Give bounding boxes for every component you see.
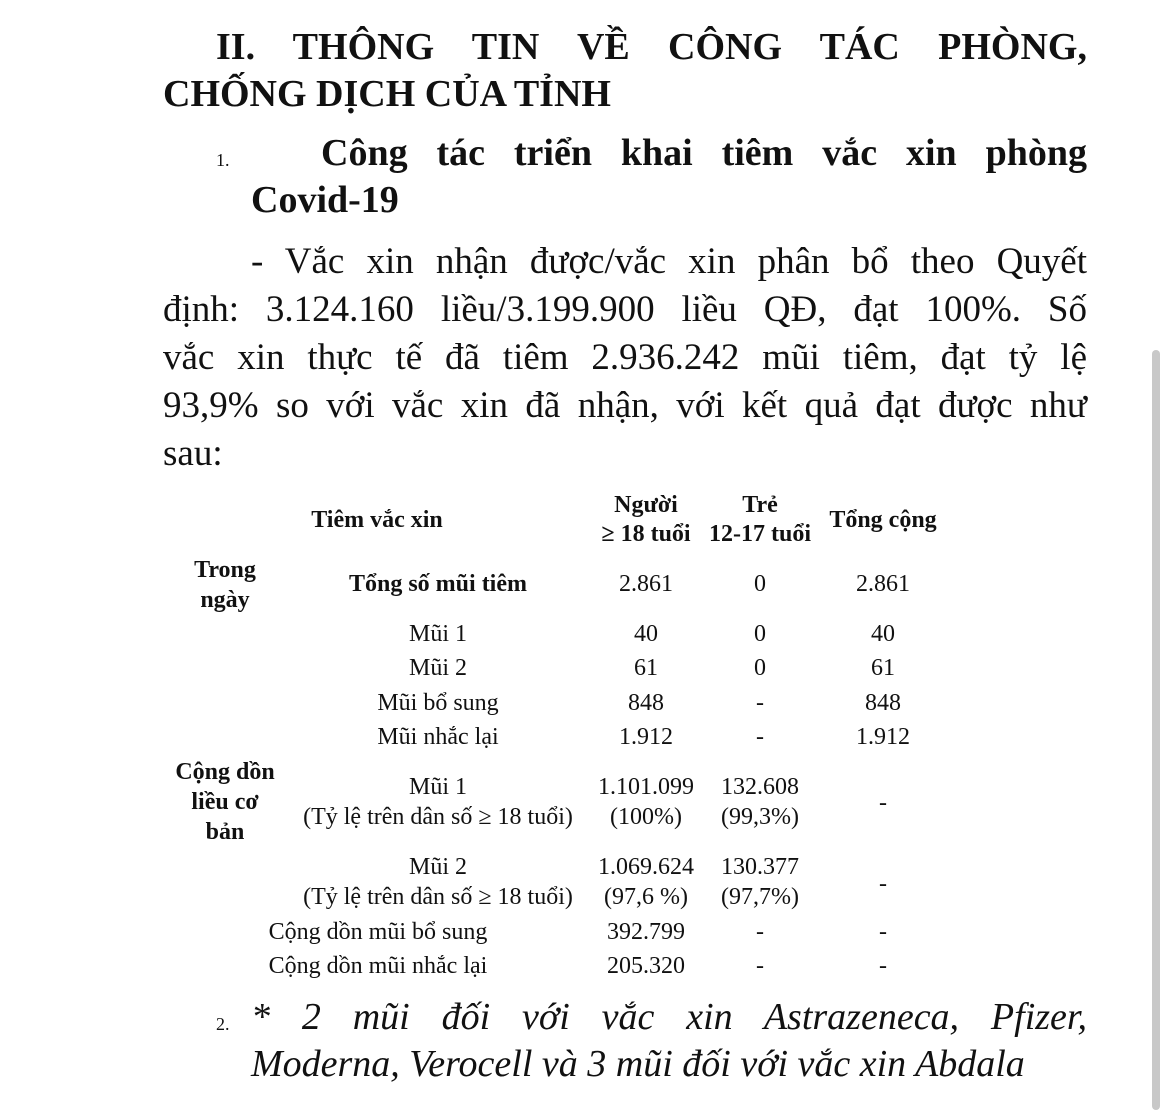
- section2-line2: Moderna, Verocell và 3 mũi đối với vắc xin Abdala: [251, 1043, 1025, 1085]
- table-cell-label: Mũi nhắc lại: [377, 724, 499, 750]
- table-header-adult-line1: Người: [614, 492, 678, 518]
- table-cell-child: 130.377: [721, 854, 799, 880]
- cumulative-group-label-line3: bản: [205, 819, 245, 845]
- table-header-child-line1: Trẻ: [742, 492, 778, 518]
- section1-title-line2: Covid-19: [251, 179, 399, 221]
- table-cell-child: 0: [754, 621, 766, 647]
- table-cell-child: 0: [754, 655, 766, 681]
- table-cell-adult: 205.320: [607, 953, 685, 979]
- cumulative-group-label-line2: liều cơ: [191, 789, 259, 815]
- paragraph-line: 93,9% so với vắc xin đã nhận, với kết quả đạt được như: [163, 385, 1087, 426]
- table-cell-sublabel: (Tỷ lệ trên dân số ≥ 18 tuổi): [303, 804, 573, 830]
- table-header-label: Tiêm vắc xin: [311, 507, 443, 533]
- table-cell-total: 848: [865, 690, 901, 716]
- table-cell-label: Mũi 1: [408, 621, 467, 647]
- paragraph-line: sau:: [163, 433, 223, 474]
- table-cell-label: Mũi 1: [408, 774, 467, 800]
- section2-line1: * 2 mũi đối với vắc xin Astrazeneca, Pfizer,: [251, 996, 1087, 1038]
- table-cell-child: -: [756, 690, 764, 716]
- table-cell-adult: 1.912: [619, 724, 673, 750]
- table-cell-adult: 2.861: [619, 571, 673, 597]
- table-cell-child: -: [756, 953, 764, 979]
- table-cell-label: Tổng số mũi tiêm: [348, 571, 527, 597]
- daily-group-label-line1: Trong: [194, 557, 256, 583]
- table-cell-child-pct: (99,3%): [721, 804, 799, 830]
- table-cell-adult: 61: [634, 655, 658, 681]
- table-cell-adult-pct: (100%): [610, 804, 682, 830]
- table-cell-label: Mũi 2: [408, 854, 467, 880]
- paragraph-line: định: 3.124.160 liều/3.199.900 liều QĐ, đạt 100%. Số: [163, 289, 1087, 330]
- section1-title: [251, 130, 1087, 224]
- section1-title-line1: Công tác triển khai tiêm vắc xin phòng: [321, 132, 1087, 174]
- table-cell-child: 132.608: [721, 774, 799, 800]
- table-cell-label: Cộng dồn mũi bổ sung: [268, 919, 488, 945]
- table-cell-total: 61: [871, 655, 895, 681]
- table-cell-sublabel: (Tỷ lệ trên dân số ≥ 18 tuổi): [303, 884, 573, 910]
- table-cell-child: 0: [754, 571, 766, 597]
- table-header-total: Tổng cộng: [829, 507, 937, 533]
- section-heading: [163, 24, 1087, 118]
- table-cell-adult: 392.799: [607, 919, 685, 945]
- table-cell-total: 2.861: [856, 571, 910, 597]
- table-cell-adult: 40: [634, 621, 658, 647]
- cumulative-group-label-line1: Cộng dồn: [175, 759, 275, 785]
- table-cell-child-pct: (97,7%): [721, 884, 799, 910]
- table-cell-adult-pct: (97,6 %): [604, 884, 688, 910]
- table-cell-total: -: [879, 953, 887, 979]
- section-heading-line2: CHỐNG DỊCH CỦA TỈNH: [163, 73, 611, 115]
- table-cell-total: -: [879, 919, 887, 945]
- table-cell-child: -: [756, 724, 764, 750]
- table-header-child-line2: 12-17 tuổi: [709, 521, 811, 547]
- table-header-adult-line2: ≥ 18 tuổi: [601, 521, 691, 547]
- paragraph-line: - Vắc xin nhận được/vắc xin phân bổ theo Quyết: [251, 241, 1087, 282]
- paragraph-line: vắc xin thực tế đã tiêm 2.936.242 mũi tiêm, đạt tỷ lệ: [163, 337, 1087, 378]
- table-cell-total: -: [879, 790, 887, 816]
- daily-group-label-line2: ngày: [200, 587, 250, 613]
- table-cell-total: 1.912: [856, 724, 910, 750]
- table-cell-adult: 1.069.624: [598, 854, 694, 880]
- table-cell-adult: 848: [628, 690, 664, 716]
- table-cell-adult: 1.101.099: [598, 774, 694, 800]
- table-cell-total: 40: [871, 621, 895, 647]
- table-cell-label: Mũi bổ sung: [377, 690, 499, 716]
- section2-text: [251, 994, 1087, 1088]
- vertical-scrollbar[interactable]: [1152, 350, 1160, 1110]
- table-cell-label: Cộng dồn mũi nhắc lại: [268, 953, 488, 979]
- section1-number: 1.: [216, 150, 230, 170]
- summary-paragraph: [163, 238, 1087, 478]
- section-heading-line1: II. THÔNG TIN VỀ CÔNG TÁC PHÒNG,: [216, 26, 1087, 68]
- table-cell-child: -: [756, 919, 764, 945]
- table-cell-total: -: [879, 871, 887, 897]
- section2-number: 2.: [216, 1014, 230, 1034]
- table-cell-label: Mũi 2: [408, 655, 467, 681]
